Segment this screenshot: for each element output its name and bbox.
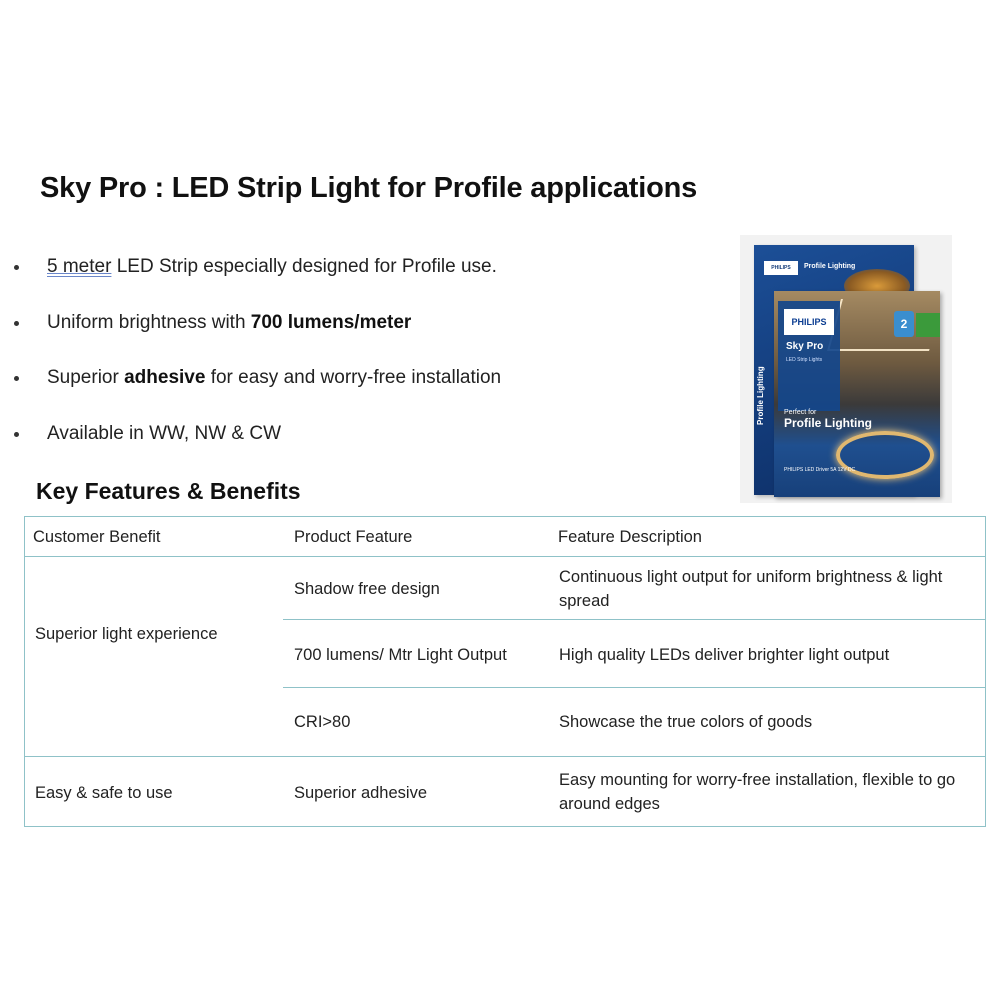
feature-cell: Shadow free design: [294, 580, 440, 598]
box-back-title: Profile Lighting: [804, 263, 856, 270]
bullet-text: Superior: [47, 367, 125, 388]
description-cell: Easy mounting for worry-free installation, flexible to go around edges: [559, 771, 956, 813]
bullet-text: Uniform brightness with: [47, 311, 251, 333]
brand-logo-small: PHILIPS: [764, 261, 798, 275]
description-cell: High quality LEDs deliver brighter light output: [559, 646, 890, 664]
product-box-front: [774, 291, 940, 497]
column-header-feature: Product Feature: [294, 528, 413, 546]
benefit-cell: Easy & safe to use: [35, 784, 173, 802]
bullet-text-bold: adhesive: [124, 367, 206, 388]
bullet-dot-icon: [14, 376, 19, 381]
row-divider: [283, 687, 985, 688]
header-divider: [25, 556, 985, 557]
box-side-text: Profile Lighting: [756, 366, 765, 425]
section-title: Key Features & Benefits: [36, 478, 301, 504]
row-divider: [283, 619, 985, 620]
group-divider: [25, 756, 985, 757]
bullet-item: [14, 419, 501, 475]
bullet-item: [14, 363, 501, 419]
description-cell: Showcase the true colors of goods: [559, 713, 813, 731]
bullet-item: [14, 252, 501, 308]
bullet-dot-icon: [14, 265, 19, 270]
warranty-badge: 2: [894, 311, 914, 337]
feature-bullet-list: [14, 252, 501, 474]
bullet-text-bold: 700 lumens/meter: [250, 311, 412, 333]
tagline-large: Profile Lighting: [784, 416, 872, 430]
tagline-small: Perfect for: [784, 409, 817, 416]
bullet-text-underlined: 5 meter: [47, 256, 112, 277]
bullet-dot-icon: [14, 432, 19, 437]
product-name: Sky Pro: [786, 341, 824, 352]
column-header-description: Feature Description: [558, 528, 702, 546]
bullet-dot-icon: [14, 321, 19, 326]
bullet-item: [14, 308, 501, 364]
feature-cell: CRI>80: [294, 713, 351, 731]
brand-logo: PHILIPS: [784, 309, 834, 335]
product-box-image: [740, 235, 952, 503]
column-header-benefit: Customer Benefit: [33, 528, 161, 546]
bullet-text: LED Strip especially designed for Profile use.: [111, 256, 497, 277]
box-label-panel: [778, 301, 840, 411]
bullet-text: for easy and worry-free installation: [205, 367, 502, 388]
promo-badge-icon: [916, 313, 940, 337]
description-cell: Continuous light output for uniform brightness & light spread: [559, 568, 943, 610]
features-table: [24, 516, 986, 827]
benefit-cell: Superior light experience: [35, 625, 218, 643]
bullet-text: Available in WW, NW & CW: [47, 422, 282, 444]
driver-text: PHILIPS LED Driver 5A 12V DC: [784, 467, 856, 473]
feature-cell: Superior adhesive: [294, 784, 427, 802]
feature-cell: 700 lumens/ Mtr Light Output: [294, 646, 507, 664]
page-title: Sky Pro : LED Strip Light for Profile applications: [40, 172, 698, 204]
product-subtitle: LED Strip Lights: [786, 357, 823, 363]
